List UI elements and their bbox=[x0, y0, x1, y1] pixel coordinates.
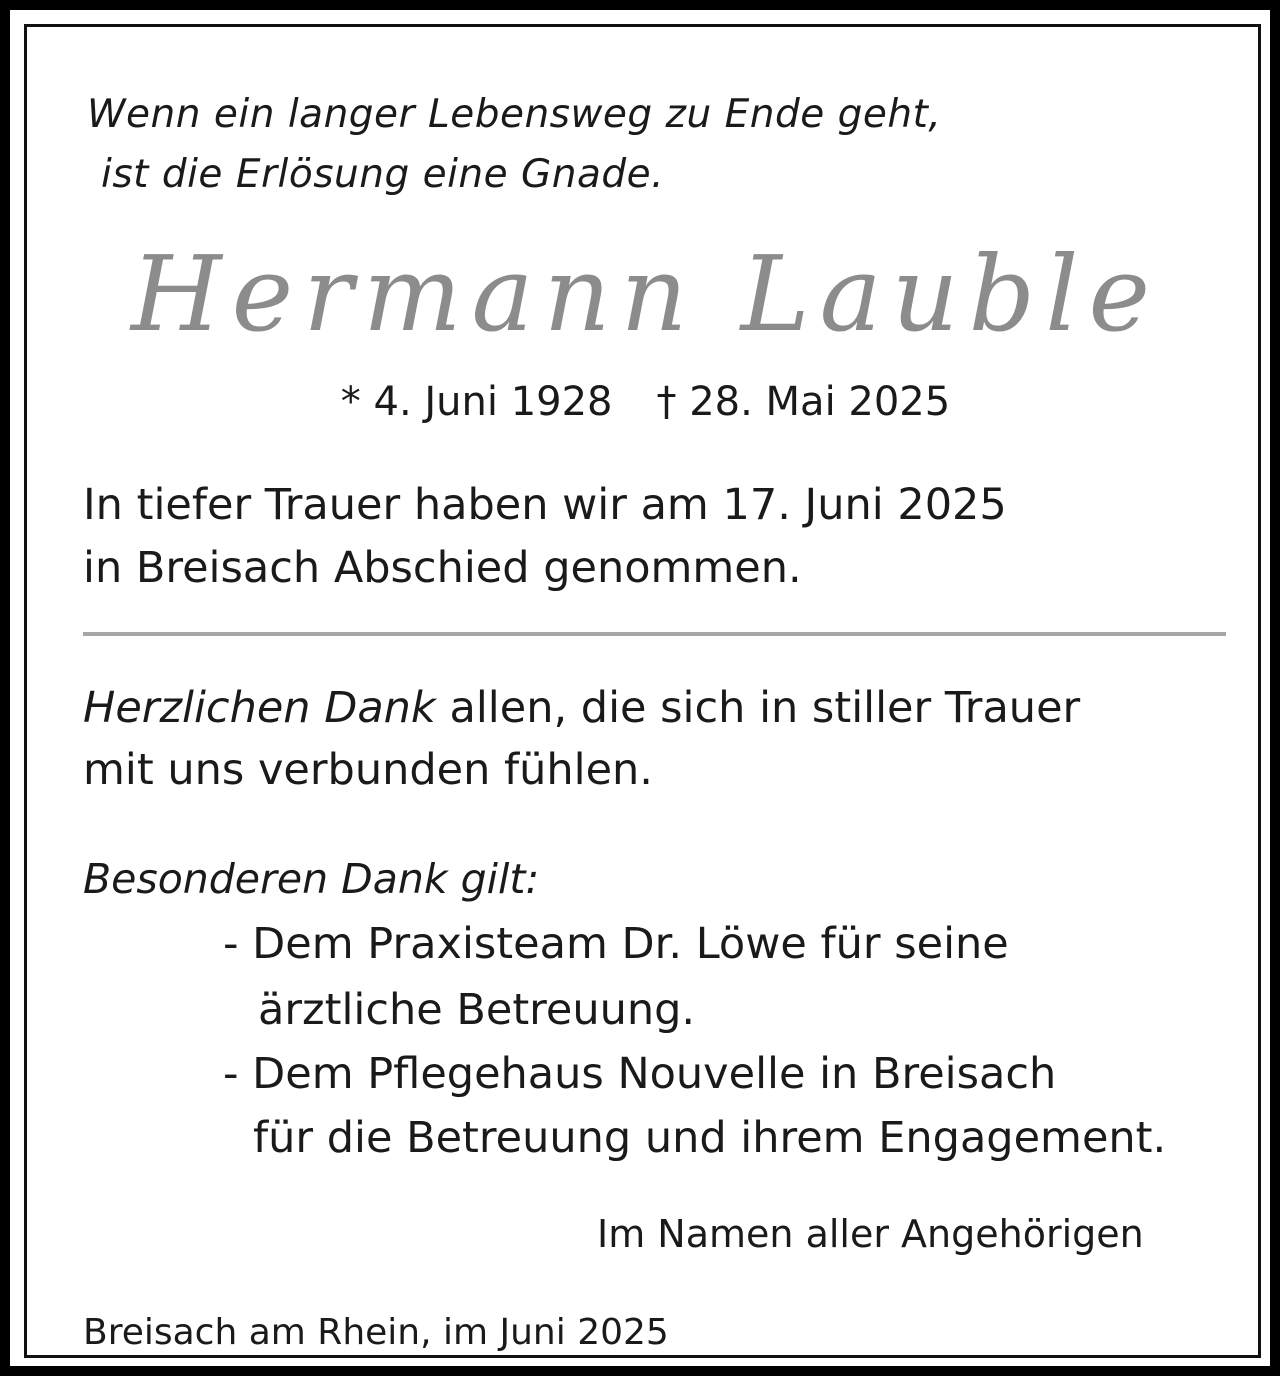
signature: Im Namen aller Angehörigen bbox=[597, 1212, 1144, 1256]
birth-date: * 4. Juni 1928 bbox=[340, 379, 613, 425]
deceased-name: Hermann Lauble bbox=[130, 233, 1161, 355]
section-divider bbox=[83, 632, 1226, 636]
life-dates bbox=[27, 379, 1264, 425]
motto-line-1: Wenn ein langer Lebensweg zu Ende geht, bbox=[87, 92, 942, 137]
special-thanks-item-2-line-1: - Dem Pflegehaus Nouvelle in Breisach bbox=[223, 1049, 1057, 1099]
place-date: Breisach am Rhein, im Juni 2025 bbox=[83, 1312, 669, 1353]
thanks-line-2: mit uns verbunden fühlen. bbox=[83, 745, 653, 795]
mourning-line-1: In tiefer Trauer haben wir am 17. Juni 2025 bbox=[83, 480, 1007, 530]
special-thanks-item-1-line-1: - Dem Praxisteam Dr. Löwe für seine bbox=[223, 919, 1009, 969]
mourning-line-2: in Breisach Abschied genommen. bbox=[83, 543, 802, 593]
notice-border bbox=[24, 24, 1261, 1358]
obituary-notice bbox=[10, 10, 1270, 1366]
special-thanks-heading: Besonderen Dank gilt: bbox=[83, 855, 540, 903]
thanks-emphasis: Herzlichen Dank bbox=[83, 683, 436, 733]
death-date: † 28. Mai 2025 bbox=[656, 379, 951, 425]
thanks-line-1 bbox=[83, 683, 1081, 733]
special-thanks-item-2-line-2: für die Betreuung und ihrem Engagement. bbox=[253, 1113, 1167, 1163]
motto-line-2: ist die Erlösung eine Gnade. bbox=[101, 152, 665, 197]
thanks-line-1-rest: allen, die sich in stiller Trauer bbox=[435, 683, 1081, 733]
special-thanks-item-1-line-2: ärztliche Betreuung. bbox=[258, 985, 696, 1035]
